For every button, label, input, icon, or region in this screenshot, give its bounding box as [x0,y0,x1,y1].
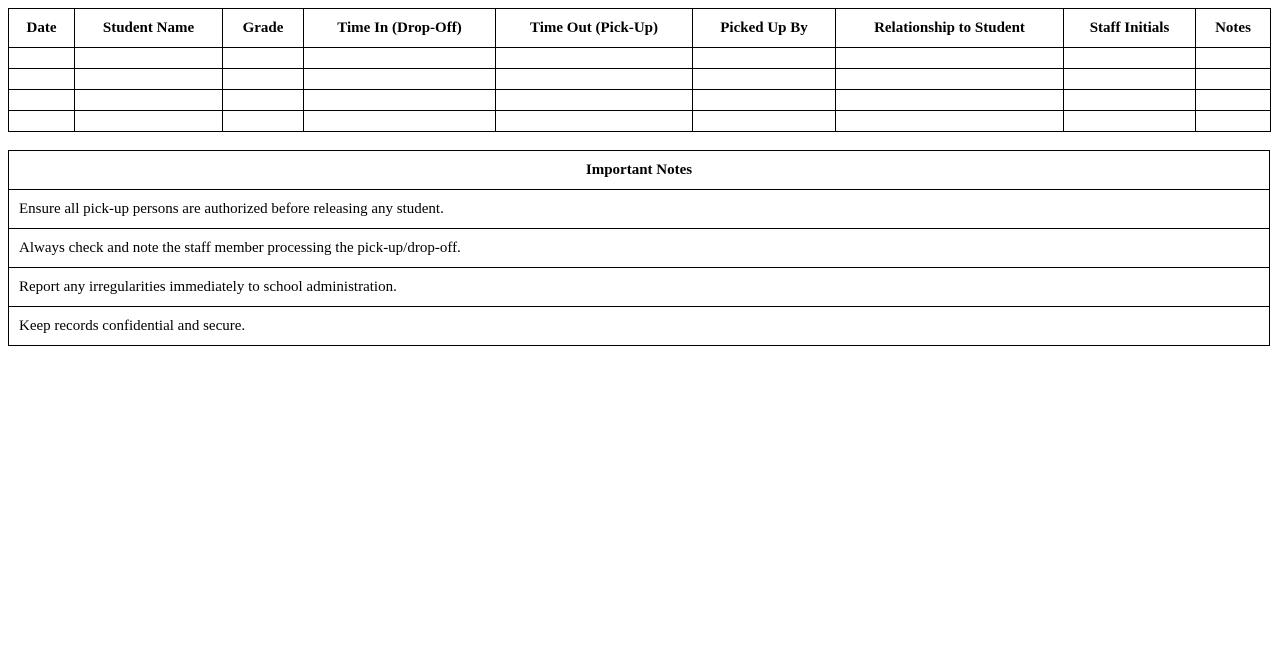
log-header-row [9,9,1271,48]
table-cell[interactable] [1064,90,1196,111]
column-header-student-name: Student Name [75,9,223,48]
column-header-time-out: Time Out (Pick-Up) [496,9,693,48]
list-item [9,307,1270,346]
table-cell[interactable] [693,69,836,90]
table-cell[interactable] [223,90,304,111]
table-cell[interactable] [496,111,693,132]
table-row [9,69,1271,90]
table-cell[interactable] [496,90,693,111]
table-cell[interactable] [223,111,304,132]
list-item [9,229,1270,268]
note-text: Ensure all pick-up persons are authorized before releasing any student. [9,190,1270,229]
list-item [9,268,1270,307]
note-text: Report any irregularities immediately to school administration. [9,268,1270,307]
table-row [9,111,1271,132]
table-cell[interactable] [836,48,1064,69]
notes-header-row [9,151,1270,190]
column-header-notes: Notes [1196,9,1271,48]
table-cell[interactable] [1064,111,1196,132]
column-header-time-in: Time In (Drop-Off) [304,9,496,48]
table-cell[interactable] [693,48,836,69]
table-cell[interactable] [9,48,75,69]
table-row [9,48,1271,69]
pickup-dropoff-log-table [8,8,1271,132]
column-header-relationship: Relationship to Student [836,9,1064,48]
column-header-date: Date [9,9,75,48]
column-header-staff-initials: Staff Initials [1064,9,1196,48]
note-text: Keep records confidential and secure. [9,307,1270,346]
table-row [9,90,1271,111]
table-cell[interactable] [75,48,223,69]
table-cell[interactable] [836,69,1064,90]
table-cell[interactable] [693,111,836,132]
table-cell[interactable] [9,69,75,90]
notes-title: Important Notes [9,151,1270,190]
table-cell[interactable] [693,90,836,111]
column-header-grade: Grade [223,9,304,48]
table-cell[interactable] [1064,48,1196,69]
note-text: Always check and note the staff member processing the pick-up/drop-off. [9,229,1270,268]
table-cell[interactable] [304,90,496,111]
important-notes-table [8,150,1270,346]
table-cell[interactable] [75,90,223,111]
table-cell[interactable] [1196,69,1271,90]
column-header-picked-up-by: Picked Up By [693,9,836,48]
table-cell[interactable] [9,90,75,111]
table-cell[interactable] [223,69,304,90]
table-cell[interactable] [496,69,693,90]
table-cell[interactable] [1196,90,1271,111]
table-cell[interactable] [304,111,496,132]
table-cell[interactable] [496,48,693,69]
table-cell[interactable] [1196,48,1271,69]
table-cell[interactable] [9,111,75,132]
table-cell[interactable] [1196,111,1271,132]
table-cell[interactable] [223,48,304,69]
table-cell[interactable] [836,111,1064,132]
table-cell[interactable] [75,111,223,132]
table-cell[interactable] [1064,69,1196,90]
table-cell[interactable] [304,69,496,90]
list-item [9,190,1270,229]
table-cell[interactable] [836,90,1064,111]
table-cell[interactable] [75,69,223,90]
table-cell[interactable] [304,48,496,69]
